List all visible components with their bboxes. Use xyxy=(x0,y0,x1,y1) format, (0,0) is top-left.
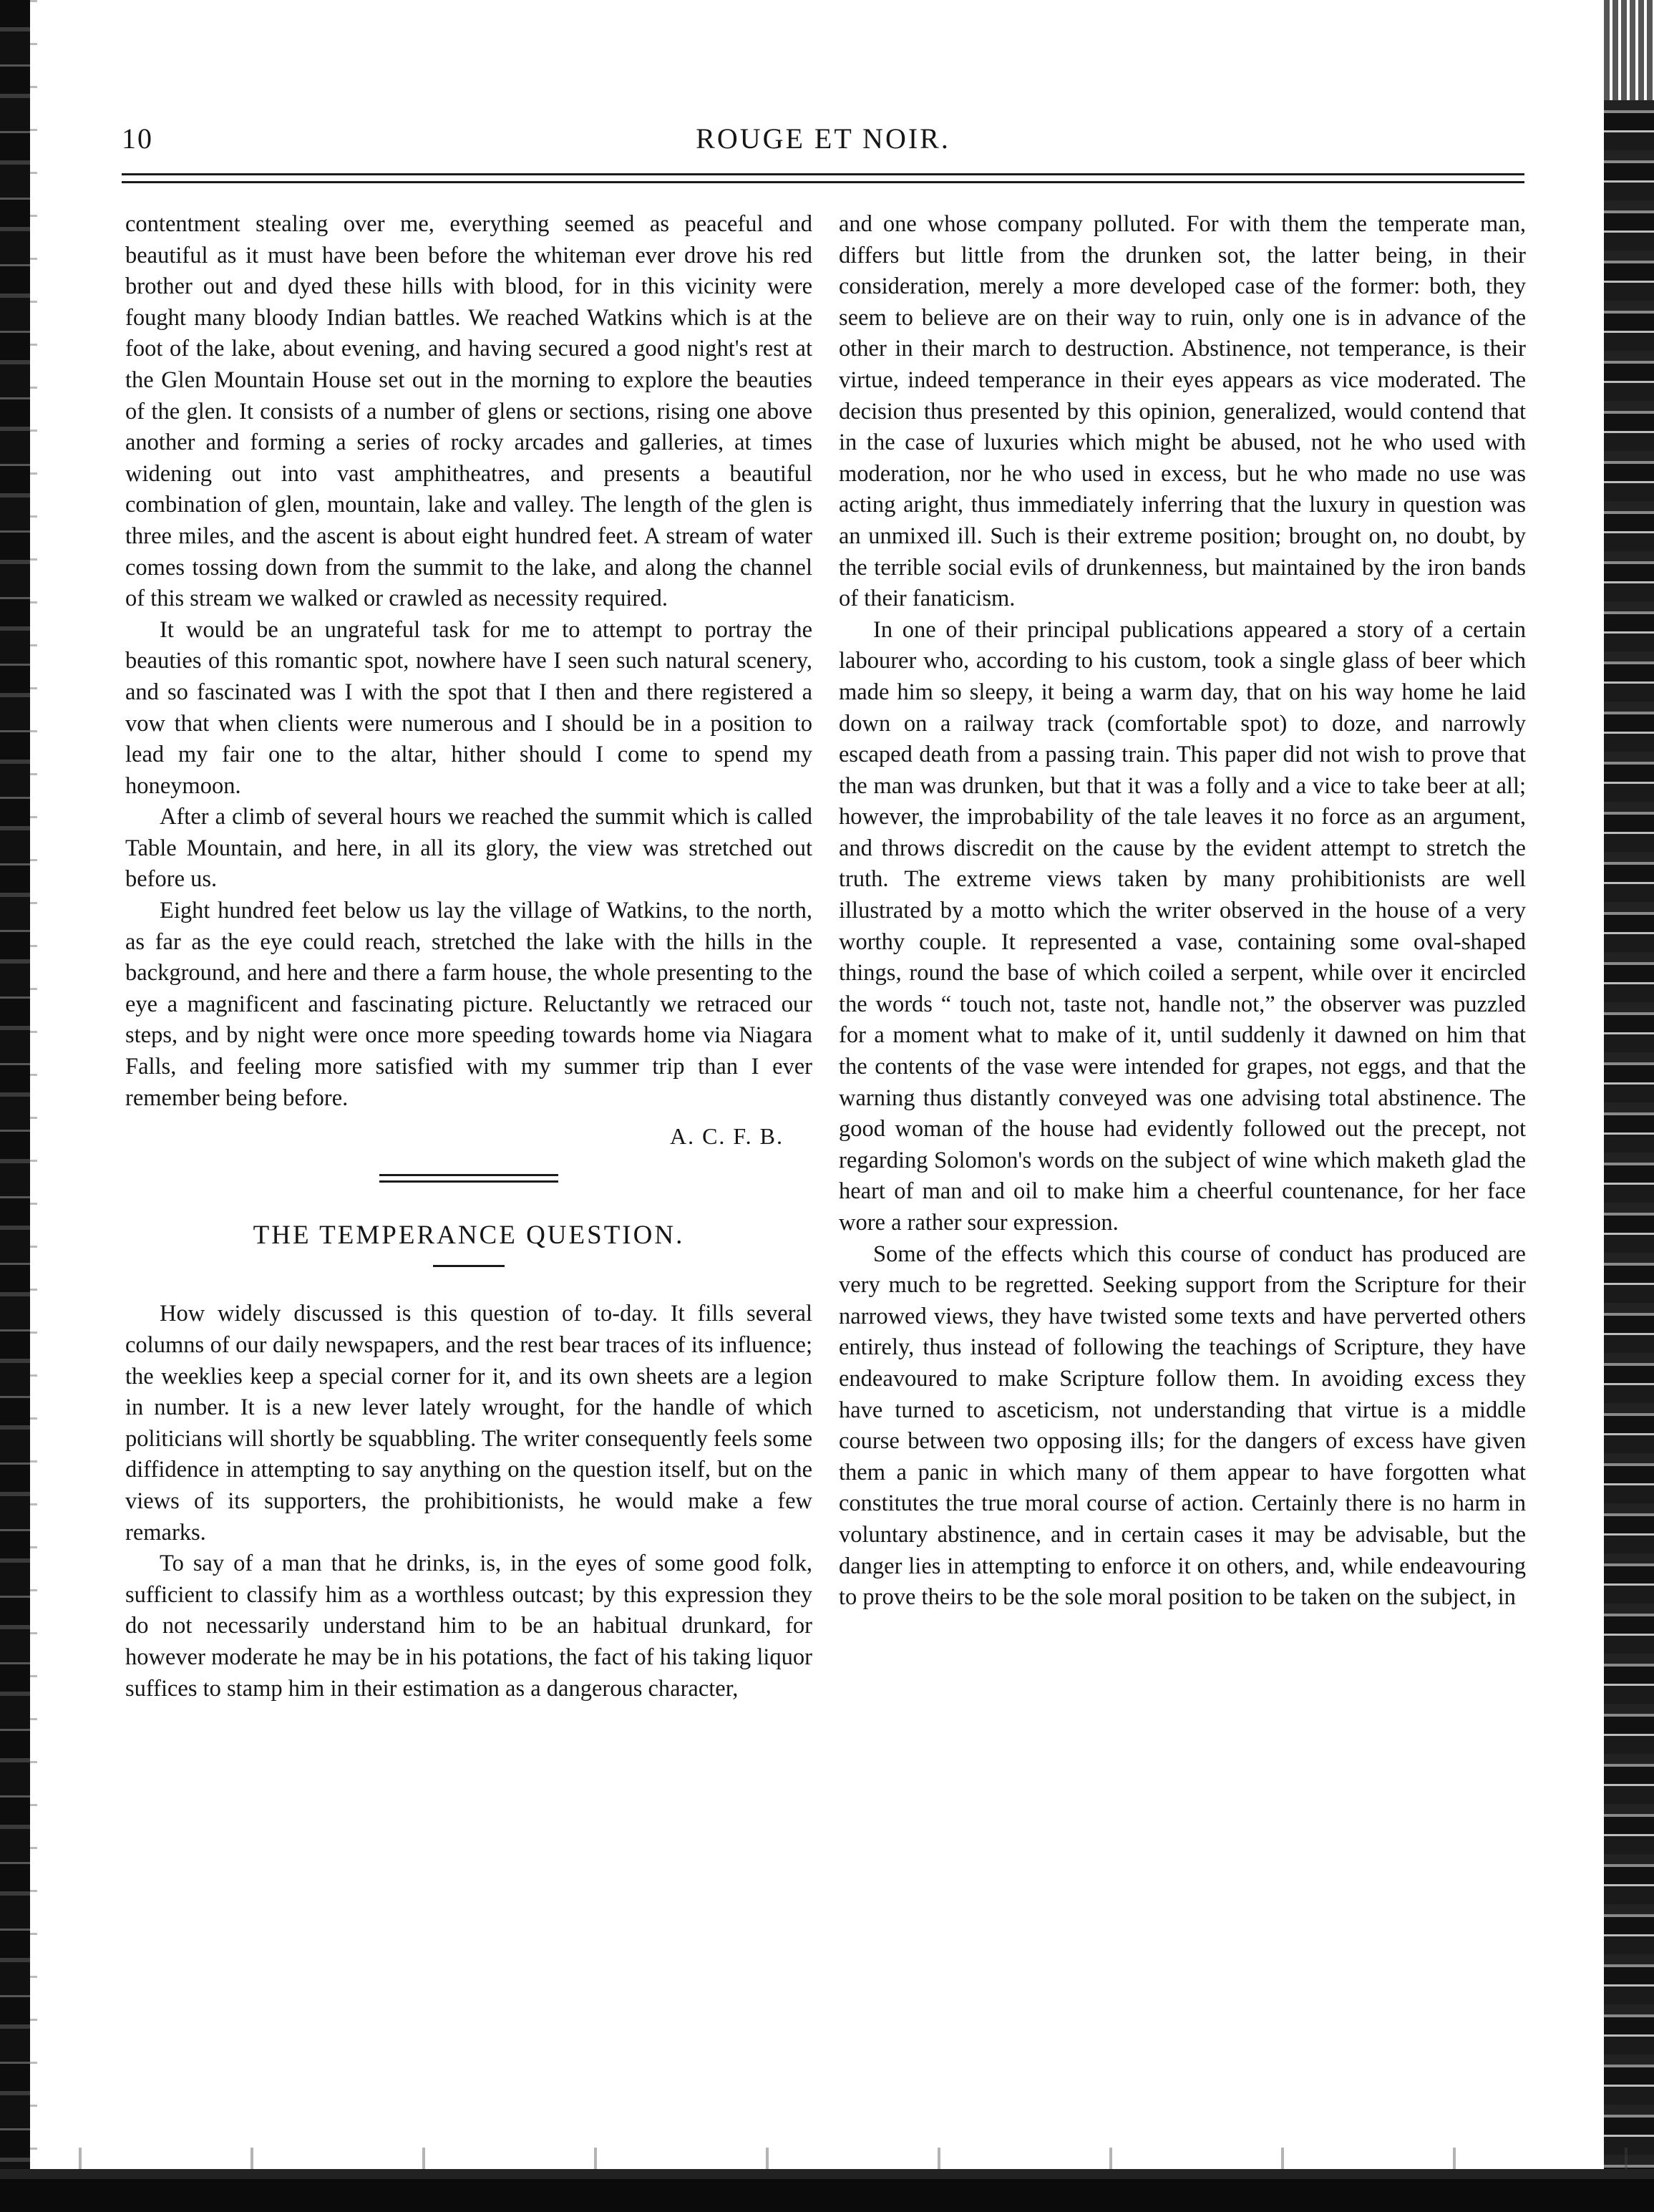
paragraph: In one of their principal publications appeared a story of a certain labourer who, according to his custom, took a single glass of beer which made him so sleepy, it being a warm day, that on his way home he laid down on a railway track (comfortable spot) to doze, and narrowly escaped death from a passing train. This paper did not wish to prove that the man was drunken, but that it was a folly and a vice to take beer at all; however, the improbability of the tale leaves it no force as an argument, and throws discredit on the cause by the evident attempt to stretch the truth. The extreme views taken by many prohibitionists are well illustrated by a motto which the writer observed in the house of a very worthy couple. It represented a vase, containing some oval-shaped things, round the base of which coiled a serpent, while over it encircled the words “ touch not, taste not, handle not,” the observer was puzzled for a moment what to make of it, until suddenly it dawned on him that the contents of the vase were intended for grapes, not eggs, and that the warning thus distantly conveyed was one advising total abstinence. The good woman of the house had evidently followed out the precept, not regarding Solomon's words on the subject of wine which maketh glad the heart of man and oil to make him a cheerful countenance, for her face wore a rather sour expression. xyxy=(839,616,1526,1236)
scan-edge-left xyxy=(0,0,30,2212)
running-head: ROUGE ET NOIR. xyxy=(696,122,950,155)
paragraph: Eight hundred feet below us lay the village of Watkins, to the north, as far as the eye could reach, stretched the lake with the hills in the background, and here and there a farm house, the whole presenting to the eye a magnificent and fascinating picture. Reluctantly we retraced our steps, and by night were once more speeding towards home via Niagara Falls, and feeling more satisfied with my summer trip than I ever remember being before. xyxy=(125,898,812,1111)
scan-edge-right xyxy=(1604,100,1654,2212)
section-divider xyxy=(379,1174,558,1183)
page-number: 10 xyxy=(122,122,153,155)
paragraph: and one whose company polluted. For with them the temperate man, differs but little from the drunken sot, the latter being, in their consideration, merely a more developed case of the former: both, they seem to believe are on their way to ruin, only one is in advance of the other in their march to destruction. Abstinence, not temperance, is their virtue, indeed temperance in their eyes appears as vice moderated. The decision thus presented by this opinion, generalized, would contend that in the case of luxuries which might be abused, not he who used with moderation, nor he who used in excess, but he who made no use was acting aright, thus immediately inferring that the luxury in question was an unmixed ill. Such is their extreme position; brought on, no doubt, by the terrible social evils of drunkenness, but maintained by the iron bands of their fanaticism. xyxy=(839,211,1526,612)
author-signature: A. C. F. B. xyxy=(669,1123,784,1150)
scan-edge-right-top xyxy=(1604,0,1654,100)
section-title: THE TEMPERANCE QUESTION. xyxy=(253,1220,685,1250)
paragraph: How widely discussed is this question of to-day. It fills several columns of our daily newspapers, and the rest bear traces of its influence; the weeklies keep a special corner for it, and its own sheets are a legion in number. It is a new lever lately wrought, for the handle of which politicians will shortly be squabbling. The writer consequently feels some diffidence in attempting to say anything on the question itself, but on the views of its supporters, the prohibitionists, he would make a few remarks. xyxy=(125,1301,812,1546)
right-column xyxy=(839,209,1526,1614)
paragraph: To say of a man that he drinks, is, in the eyes of some good folk, sufficient to classify him as a worthless outcast; by this expression they do not necessarily understand him to be an habitual drunkard, for however moderate he may be in his potations, the fact of his taking liquor suffices to stamp him in their estimation as a dangerous character, xyxy=(125,1551,812,1702)
scan-edge-bottom xyxy=(0,2169,1654,2212)
title-rule xyxy=(433,1265,505,1267)
header-double-rule xyxy=(122,173,1524,183)
paragraph: contentment stealing over me, everything seemed as peaceful and beautiful as it must have been before the whiteman ever drove his red brother out and dyed these hills with blood, for in this vicinity were fought many bloody Indian battles. We reached Watkins which is at the foot of the lake, about evening, and having secured a good night's rest at the Glen Mountain House set out in the morning to explore the beauties of the glen. It consists of a number of glens or sections, rising one above another and forming a series of rocky arcades and galleries, at times widening out into vast amphitheatres, and presents a beautiful combination of glen, mountain, lake and valley. The length of the glen is three miles, and the ascent is about eight hundred feet. A stream of water comes tossing down from the summit to the lake, and along the channel of this stream we walked or crawled as necessity required. xyxy=(125,211,812,612)
paragraph: Some of the effects which this course of conduct has produced are very much to be regretted. Seeking support from the Scripture for their narrowed views, they have twisted some texts and have perverted others entirely, thus instead of following the teachings of Scripture, they have endeavoured to make Scripture follow them. In avoiding excess they have turned to asceticism, not understanding that virtue is a middle course between two opposing ills; for the dangers of excess have given them a panic in which many of them appear to have forgotten what constitutes the true moral course of action. Certainly there is no harm in voluntary abstinence, and in certain cases it may be advisable, but the danger lies in attempting to enforce it on others, and, while endeavouring to prove theirs to be the sole moral position to be taken on the subject, in xyxy=(839,1241,1526,1611)
paragraph: After a climb of several hours we reached the summit which is called Table Mountain, and here, in all its glory, the view was stretched out before us. xyxy=(125,804,812,893)
paragraph: It would be an ungrateful task for me to attempt to portray the beauties of this romantic spot, nowhere have I seen such natural scenery, and so fascinated was I with the spot that I then and there registered a vow that when clients were numerous and I should be in a position to lead my fair one to the altar, hither should I come to spend my honeymoon. xyxy=(125,616,812,799)
page-header xyxy=(122,122,1524,165)
left-column xyxy=(125,209,812,1704)
